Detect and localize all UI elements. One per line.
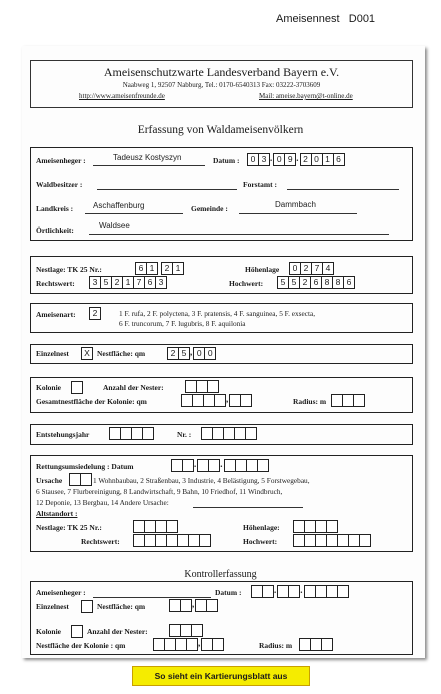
digit-cell: 3 (89, 276, 101, 289)
digit-cell: 7 (311, 262, 323, 275)
digit-cell (212, 638, 224, 651)
section-kontrollerfassung (30, 581, 413, 655)
einzelnest-checkbox[interactable]: X (81, 347, 93, 360)
datum-field[interactable] (247, 153, 344, 166)
section-entstehungsjahr (30, 424, 413, 445)
alt-hochwert-field[interactable] (293, 534, 370, 547)
digit-cell: 5 (288, 276, 300, 289)
digit-cell: 6 (310, 276, 322, 289)
alt-rechtswert-label: Rechtswert: (81, 537, 120, 546)
nestflaeche-field[interactable] (167, 347, 215, 360)
datum-label: Datum : (213, 156, 240, 165)
radius-field[interactable] (331, 394, 364, 407)
kolonie-checkbox[interactable] (71, 381, 83, 394)
digit-cell: 8 (321, 276, 333, 289)
alt-hoehenlage-label: Höhenlage: (243, 523, 280, 532)
digit-cell (80, 473, 92, 486)
digit-cell: 6 (333, 153, 345, 166)
digit-cell: 8 (332, 276, 344, 289)
landkreis-field[interactable] (85, 213, 183, 214)
digit-cell (353, 394, 365, 407)
form-title: Erfassung von Waldameisenvölkern (137, 124, 304, 136)
separator: , (226, 394, 229, 404)
tk-field[interactable] (135, 262, 183, 275)
separator: , (192, 599, 195, 609)
digit-cell: 3 (155, 276, 167, 289)
species-list-line1: 1 F. rufa, 2 F. polyctena, 3 F. pratensis, 4 F. sanguinea, 5 F. exsecta, (119, 309, 316, 318)
kontroll-einzelnest-checkbox[interactable] (81, 600, 93, 613)
digit-cell (191, 624, 203, 637)
rettung-label: Rettungsumsiedelung : Datum (36, 462, 134, 471)
section-kolonie (30, 377, 413, 413)
digit-cell: 2 (300, 262, 312, 275)
digit-cell: 4 (322, 262, 334, 275)
nr-field[interactable] (201, 427, 256, 440)
kolonie-label: Kolonie (36, 383, 62, 392)
waldbesitzer-field[interactable] (97, 189, 237, 190)
kontroll-kolonie-checkbox[interactable] (71, 625, 83, 638)
separator: . (274, 585, 277, 595)
digit-cell: 9 (284, 153, 296, 166)
organization-header (30, 60, 413, 108)
section-rettungsumsiedelung (30, 455, 413, 552)
ursache-list-line3: 12 Deponie, 13 Bergbau, 14 Andere Ursache: (36, 498, 169, 507)
gesamtnestflaeche-label: Gesamtnestfläche der Kolonie: qm (36, 397, 147, 406)
digit-cell: 2 (111, 276, 123, 289)
ameisenheger-value: Tadeusz Kostyszyn (113, 153, 182, 162)
kontroll-kolonie-label: Kolonie (36, 627, 62, 636)
digit-cell (206, 599, 218, 612)
altstandort-label: Altstandort : (36, 509, 78, 518)
gemeinde-label: Gemeinde : (191, 204, 228, 213)
separator: , (198, 638, 201, 648)
alt-rechtswert-field[interactable] (133, 534, 210, 547)
separator: . (300, 585, 303, 595)
radius-label: Radius: m (293, 397, 327, 406)
separator: . (194, 459, 197, 469)
digit-cell: 0 (289, 262, 301, 275)
gesamtnestflaeche-field[interactable] (181, 394, 251, 407)
kontroll-ameisenheger-label: Ameisenheger : (36, 588, 86, 597)
kontroll-einzelnest-label: Einzelnest (36, 602, 69, 611)
section-einzelnest (30, 344, 413, 364)
kontroll-nestflaeche-kolonie-field[interactable] (153, 638, 223, 651)
ameisenart-label: Ameisenart: (36, 310, 76, 319)
hoehenlage-field[interactable] (289, 262, 333, 275)
digit-cell (166, 520, 178, 533)
hochwert-field[interactable] (277, 276, 354, 289)
digit-cell: 6 (144, 276, 156, 289)
org-mail: Mail: ameise.bayern@t-online.de (259, 92, 353, 100)
rettung-datum-field[interactable] (171, 459, 268, 472)
forstamt-label: Forstamt : (243, 180, 277, 189)
digit-cell: 2 (300, 153, 312, 166)
rechtswert-field[interactable] (89, 276, 166, 289)
hoehenlage-label: Höhenlage (245, 265, 280, 274)
ursache-list-line2: 6 Stausee, 7 Flurbereinigung, 8 Landwirtschaft, 9 Bahn, 10 Friedhof, 11 Windbruch, (36, 487, 283, 496)
oertlichkeit-field[interactable] (89, 234, 389, 235)
digit-cell: 7 (133, 276, 145, 289)
rechtswert-label: Rechtswert: (36, 279, 75, 288)
org-website-link[interactable]: http://www.ameisenfreunde.de (79, 92, 165, 100)
ameisenheger-field[interactable] (93, 165, 205, 166)
alt-hochwert-label: Hochwert: (243, 537, 278, 546)
alt-hoehenlage-field[interactable] (293, 520, 337, 533)
digit-cell: 2 (167, 347, 179, 360)
digit-cell: 1 (322, 153, 334, 166)
digit-cell (257, 459, 269, 472)
kontroll-datum-field[interactable] (251, 585, 348, 598)
section-ameisenart (30, 303, 413, 333)
digit-cell (207, 380, 219, 393)
sheet-id: Ameisennest D001 (276, 13, 376, 25)
gemeinde-value: Dammbach (275, 200, 316, 209)
andere-ursache-field[interactable] (193, 507, 303, 508)
digit-cell: 2 (161, 262, 173, 275)
digit-cell (240, 394, 252, 407)
separator: . (270, 153, 273, 163)
digit-cell (337, 585, 349, 598)
digit-cell (199, 534, 211, 547)
ursache-label: Ursache (36, 476, 63, 485)
hochwert-label: Hochwert: (229, 279, 264, 288)
nestlage-label: Nestlage: TK 25 Nr.: (36, 265, 102, 274)
forstamt-field[interactable] (287, 189, 399, 190)
digit-cell (245, 427, 257, 440)
waldbesitzer-label: Waldbesitzer : (36, 180, 83, 189)
digit-cell: 1 (172, 262, 184, 275)
digit-cell: 0 (193, 347, 205, 360)
separator: . (220, 459, 223, 469)
digit-cell: 5 (178, 347, 190, 360)
anzahl-nester-label: Anzahl der Nester: (103, 383, 164, 392)
digit-cell: 0 (273, 153, 285, 166)
digit-cell: 0 (204, 347, 216, 360)
ameisenheger-label: Ameisenheger : (36, 156, 86, 165)
digit-cell: 0 (311, 153, 323, 166)
digit-cell: 6 (343, 276, 355, 289)
landkreis-value: Aschaffenburg (93, 201, 145, 210)
alt-nestlage-label: Nestlage: TK 25 Nr.: (36, 523, 102, 532)
digit-cell: 6 (135, 262, 147, 275)
org-address: Naabweg 1, 92507 Nabburg, Tel.: 0170-6540313 Fax: 03222-3703609 (122, 81, 321, 89)
separator: . (296, 153, 299, 163)
separator: , (190, 347, 193, 357)
digit-cell (321, 638, 333, 651)
kontroll-title: Kontrollerfassung (184, 569, 257, 580)
anzahl-nester-field[interactable] (185, 380, 218, 393)
nestflaeche-label: Nestfläche: qm (97, 349, 146, 358)
gemeinde-field[interactable] (239, 213, 357, 214)
digit-cell: 2 (299, 276, 311, 289)
digit-cell: 5 (100, 276, 112, 289)
kontroll-nestflaeche-label: Nestfläche: qm (97, 602, 146, 611)
kontroll-nestflaeche-kolonie-label: Nestfläche der Kolonie : qm (36, 641, 126, 650)
section-nestlage (30, 256, 413, 294)
landkreis-label: Landkreis : (36, 204, 74, 213)
nr-label: Nr. : (177, 430, 192, 439)
org-name: Ameisenschutzwarte Landesverband Bayern e.V. (103, 65, 340, 79)
ursache-field[interactable] (69, 473, 91, 486)
ameisenart-field[interactable]: 2 (89, 307, 101, 320)
alt-tk-field[interactable] (133, 520, 177, 533)
digit-cell: 3 (258, 153, 270, 166)
kontroll-anzahl-field[interactable] (169, 624, 202, 637)
digit-cell (326, 520, 338, 533)
digit-cell: 1 (146, 262, 158, 275)
caption-badge: So sieht ein Kartierungsblatt aus (132, 666, 310, 686)
kontroll-datum-label: Datum : (215, 588, 242, 597)
einzelnest-label: Einzelnest (36, 349, 69, 358)
species-list-line2: 6 F. truncorum, 7 F. lugubris, 8 F. aquilonia (119, 319, 246, 328)
kontroll-radius-label: Radius: m (259, 641, 293, 650)
kontroll-anzahl-label: Anzahl der Nester: (87, 627, 148, 636)
ursache-list-line1: 1 Wohnbaubau, 2 Straßenbau, 3 Industrie, 4 Belästigung, 5 Forstwegebau, (93, 476, 310, 485)
digit-cell: 1 (122, 276, 134, 289)
entstehungsjahr-field[interactable] (109, 427, 153, 440)
digit-cell: 5 (277, 276, 289, 289)
digit-cell (359, 534, 371, 547)
section-general (30, 147, 413, 241)
kontroll-nestflaeche-field[interactable] (169, 599, 217, 612)
kontroll-ameisenheger-field[interactable] (93, 597, 211, 598)
entstehungsjahr-label: Entstehungsjahr (36, 430, 90, 439)
digit-cell: 0 (247, 153, 259, 166)
digit-cell (142, 427, 154, 440)
oertlichkeit-label: Örtlichkeit: (36, 226, 74, 235)
oertlichkeit-value: Waldsee (99, 221, 130, 230)
kontroll-radius-field[interactable] (299, 638, 332, 651)
